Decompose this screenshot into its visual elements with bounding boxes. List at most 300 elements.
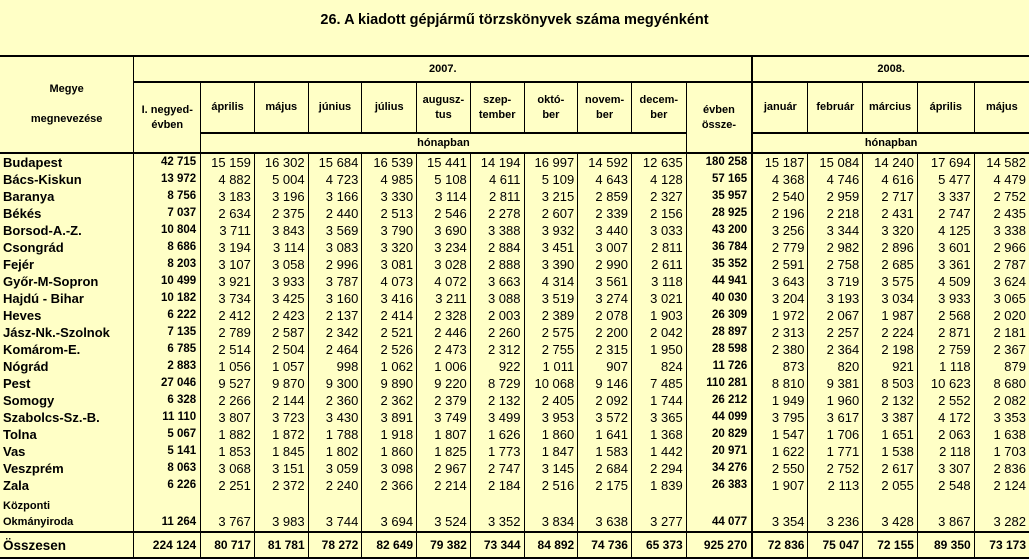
month-cell: 2 787 [974,256,1029,273]
month-cell: 3 519 [524,290,578,307]
month-cell: 2 996 [308,256,362,273]
total-cell: 73 173 [974,532,1029,558]
table-row [0,171,1029,188]
month-cell: 3 274 [578,290,632,307]
table-row [0,153,1029,171]
month-cell: 4 073 [362,273,417,290]
month-cell: 2 042 [631,324,686,341]
month-cell: 3 711 [201,222,255,239]
month-cell: 2 431 [863,205,918,222]
month-cell: 2 380 [771,342,805,357]
month-cell: 2 372 [254,477,308,494]
month-cell: 3 194 [201,239,255,256]
county-name: Veszprém [0,460,134,477]
month-cell: 4 509 [917,273,974,290]
month-cell: 2 504 [254,341,308,358]
month-cell: 4 125 [917,222,974,239]
month-cell: 3 795 [771,410,805,425]
county-name: Heves [0,307,134,324]
month-cell: 1 907 [771,478,805,493]
month-cell: 3 425 [254,290,308,307]
month-cell: 2 218 [808,205,863,222]
total-cell: 75 047 [808,532,863,558]
q1-cell: 5 067 [167,428,197,440]
month-cell: 4 479 [974,171,1029,188]
table-row [0,256,1029,273]
q1-cell: 27 046 [161,377,197,389]
month-cell: 3 211 [417,290,471,307]
month-cell: 3 891 [362,409,417,426]
total-cell: 80 717 [201,532,255,558]
month-cell: 2 257 [808,324,863,341]
month-cell: 3 428 [863,512,918,532]
month-cell: 3 690 [417,222,471,239]
month-cell: 3 749 [417,409,471,426]
month-cell: 1 744 [631,392,686,409]
month-cell: 2 990 [578,256,632,273]
county-name: Hajdú - Bihar [0,290,134,307]
table-row [0,273,1029,290]
month-cell: 2 003 [470,307,524,324]
month-cell: 3 166 [308,188,362,205]
q1-cell: 8 203 [167,258,197,270]
month-cell: 1 903 [631,307,686,324]
month-cell: 2 379 [417,392,471,409]
month-cell: 2 118 [917,443,974,460]
county-name: Csongrád [0,239,134,256]
month-cell: 1 972 [771,308,805,323]
month-cell: 2 526 [362,341,417,358]
county-name: Központi [0,494,134,512]
month-cell: 3 058 [254,256,308,273]
empty-cell [134,494,201,512]
month-cell: 1 845 [254,443,308,460]
month-cell: 3 151 [254,460,308,477]
county-name: Komárom-E. [0,341,134,358]
month-cell: 16 302 [254,153,308,171]
month-cell: 2 617 [863,460,918,477]
month-header-2007: július [362,82,417,133]
month-cell: 1 651 [863,426,918,443]
month-cell: 4 368 [771,172,805,187]
month-cell: 1 626 [470,426,524,443]
county-name: Baranya [0,188,134,205]
month-cell: 2 294 [631,460,686,477]
month-cell: 2 132 [863,392,918,409]
month-cell: 2 546 [417,205,471,222]
month-cell: 1 706 [808,426,863,443]
month-cell: 2 278 [470,205,524,222]
month-cell: 8 810 [771,376,805,391]
month-cell: 2 591 [771,257,805,272]
month-cell: 1 641 [578,426,632,443]
year-total-cell: 36 784 [686,239,752,256]
month-cell: 2 982 [808,239,863,256]
month-cell: 1 872 [254,426,308,443]
month-cell: 3 021 [631,290,686,307]
county-header: Megye megnevezése [0,56,134,153]
month-cell: 2 200 [578,324,632,341]
total-row [0,532,1029,558]
month-cell: 1 056 [201,358,255,375]
table-row [0,341,1029,358]
month-cell: 3 118 [631,273,686,290]
month-cell: 2 747 [470,460,524,477]
month-cell: 2 685 [863,256,918,273]
month-cell: 3 601 [917,239,974,256]
month-cell: 1 860 [362,443,417,460]
month-cell: 3 932 [524,222,578,239]
month-cell: 3 344 [808,222,863,239]
table-row [0,409,1029,426]
month-cell: 820 [808,358,863,375]
empty-cell [308,494,362,512]
year-total-cell: 20 971 [686,443,752,460]
year-total-cell: 28 598 [686,341,752,358]
month-header-2007: augusz- tus [417,82,471,133]
month-cell: 3 196 [254,188,308,205]
year-total-cell: 26 383 [686,477,752,494]
month-cell: 2 260 [470,324,524,341]
total-cell: 79 382 [417,532,471,558]
table-row [0,443,1029,460]
month-cell: 2 092 [578,392,632,409]
month-cell: 2 871 [917,324,974,341]
month-cell: 1 442 [631,443,686,460]
month-cell: 1 062 [362,358,417,375]
month-cell: 3 387 [863,409,918,426]
month-cell: 1 057 [254,358,308,375]
empty-cell [362,494,417,512]
month-cell: 17 694 [917,153,974,171]
month-cell: 2 966 [974,239,1029,256]
year-total-cell: 26 309 [686,307,752,324]
month-cell: 3 282 [974,512,1029,532]
empty-cell [417,494,471,512]
month-cell: 2 758 [808,256,863,273]
month-cell: 1 802 [308,443,362,460]
month-cell: 2 113 [808,477,863,494]
table-row [0,205,1029,222]
month-cell: 2 240 [308,477,362,494]
year-total-cell: 110 281 [686,375,752,392]
month-header-2007: októ- ber [524,82,578,133]
month-cell: 3 059 [308,460,362,477]
county-name: Békés [0,205,134,222]
month-cell: 873 [782,359,805,374]
q1-header: I. negyed- évben [134,82,201,153]
month-cell: 1 622 [771,444,805,459]
month-cell: 3 320 [362,239,417,256]
month-cell: 15 084 [808,153,863,171]
month-cell: 3 160 [308,290,362,307]
month-cell: 3 953 [524,409,578,426]
empty-cell [524,494,578,512]
month-cell: 9 146 [578,375,632,392]
month-cell: 1 118 [917,358,974,375]
month-cell: 1 949 [771,393,805,408]
month-cell: 2 132 [470,392,524,409]
month-header-2008: április [917,82,974,133]
county-name: Nógrád [0,358,134,375]
q1-cell: 10 499 [161,275,197,287]
month-cell: 3 451 [524,239,578,256]
month-cell: 2 896 [863,239,918,256]
month-cell: 4 746 [808,171,863,188]
county-name: Szabolcs-Sz.-B. [0,409,134,426]
month-cell: 4 172 [917,409,974,426]
month-cell: 2 078 [578,307,632,324]
registration-table [0,55,1029,559]
q1-cell: 11 264 [161,515,197,528]
month-cell: 2 779 [771,240,805,255]
month-cell: 2 067 [808,307,863,324]
year-2008-header: 2008. [752,56,1029,82]
month-cell: 2 251 [201,477,255,494]
month-cell: 3 098 [362,460,417,477]
empty-cell [863,494,918,512]
month-cell: 2 684 [578,460,632,477]
month-cell: 2 464 [308,341,362,358]
month-cell: 3 638 [578,512,632,532]
month-cell: 1 807 [417,426,471,443]
month-cell: 3 236 [808,512,863,532]
month-cell: 2 224 [863,324,918,341]
month-cell: 2 552 [917,392,974,409]
month-cell: 2 214 [417,477,471,494]
month-cell: 2 859 [578,188,632,205]
month-cell: 3 352 [470,512,524,532]
month-cell: 921 [863,358,918,375]
year-total-cell: 28 925 [686,205,752,222]
empty-cell [201,494,255,512]
month-cell: 9 381 [808,375,863,392]
month-cell: 2 752 [974,188,1029,205]
month-cell: 2 435 [974,205,1029,222]
month-cell: 3 694 [362,512,417,532]
total-cell: 72 836 [752,532,808,558]
empty-cell [808,494,863,512]
q1-cell: 42 715 [161,156,197,168]
month-header-2008: március [863,82,918,133]
month-cell: 2 759 [917,341,974,358]
month-cell: 3 365 [631,409,686,426]
month-cell: 3 663 [470,273,524,290]
month-cell: 3 719 [808,273,863,290]
year-total-cell: 34 276 [686,460,752,477]
month-cell: 2 364 [808,341,863,358]
year-total-header: évben össze- [686,82,752,153]
month-cell: 2 440 [308,205,362,222]
year-total-cell: 44 077 [686,512,752,532]
month-cell: 824 [631,358,686,375]
month-cell: 2 362 [362,392,417,409]
month-cell: 2 366 [362,477,417,494]
year-total-cell: 26 212 [686,392,752,409]
month-header-2008: január [752,82,808,133]
county-name: Vas [0,443,134,460]
month-cell: 3 338 [974,222,1029,239]
table-row [0,290,1029,307]
month-cell: 3 354 [771,514,805,529]
q1-cell: 7 135 [167,326,197,338]
month-cell: 3 933 [254,273,308,290]
month-cell: 2 587 [254,324,308,341]
month-cell: 3 183 [201,188,255,205]
month-cell: 2 611 [631,256,686,273]
q1-cell: 8 756 [167,190,197,202]
month-cell: 4 616 [863,171,918,188]
table-row [0,375,1029,392]
month-cell: 1 773 [470,443,524,460]
month-cell: 4 643 [578,171,632,188]
month-cell: 9 300 [308,375,362,392]
month-cell: 3 921 [201,273,255,290]
total-cell: 84 892 [524,532,578,558]
month-header-2007: május [254,82,308,133]
empty-cell [470,494,524,512]
month-cell: 4 611 [470,171,524,188]
month-cell: 3 807 [201,409,255,426]
month-cell: 2 313 [771,325,805,340]
month-cell: 5 109 [524,171,578,188]
month-cell: 2 198 [863,341,918,358]
total-cell: 74 736 [578,532,632,558]
month-cell: 2 811 [470,188,524,205]
empty-cell [578,494,632,512]
month-cell: 1 538 [863,443,918,460]
month-cell: 3 215 [524,188,578,205]
month-cell: 9 527 [201,375,255,392]
month-cell: 1 950 [631,341,686,358]
table-row [0,239,1029,256]
month-cell: 2 575 [524,324,578,341]
empty-cell [917,494,974,512]
month-cell: 2 375 [254,205,308,222]
month-cell: 3 193 [808,290,863,307]
table-title: 26. A kiadott gépjármű törzskönyvek száma megyénként [320,12,709,28]
total-label: Összesen [0,532,134,558]
month-cell: 3 234 [417,239,471,256]
month-header-2007: decem- ber [631,82,686,133]
year-total-cell: 35 352 [686,256,752,273]
month-cell: 2 055 [863,477,918,494]
total-cell: 81 781 [254,532,308,558]
empty-cell [686,494,752,512]
q1-cell: 5 141 [167,445,197,457]
month-cell: 2 327 [631,188,686,205]
month-cell: 3 320 [863,222,918,239]
month-cell: 3 033 [631,222,686,239]
county-name: Fejér [0,256,134,273]
county-name: Győr-M-Sopron [0,273,134,290]
month-cell: 16 997 [524,153,578,171]
month-cell: 2 175 [578,477,632,494]
month-cell: 2 446 [417,324,471,341]
month-cell: 2 514 [201,341,255,358]
month-cell: 3 430 [308,409,362,426]
county-name: Pest [0,375,134,392]
month-cell: 2 144 [254,392,308,409]
month-cell: 7 485 [631,375,686,392]
month-cell: 4 072 [417,273,471,290]
month-cell: 3 028 [417,256,471,273]
q1-cell: 7 037 [167,207,197,219]
month-cell: 2 516 [524,477,578,494]
month-cell: 4 882 [201,171,255,188]
month-cell: 5 477 [917,171,974,188]
total-cell: 78 272 [308,532,362,558]
table-row [0,222,1029,239]
month-cell: 2 156 [631,205,686,222]
county-name: Tolna [0,426,134,443]
month-cell: 1 918 [362,426,417,443]
q1-cell: 8 063 [167,462,197,474]
month-cell: 1 825 [417,443,471,460]
q1-cell: 6 226 [167,479,197,491]
county-name: Budapest [0,153,134,171]
q1-cell: 6 328 [167,394,197,406]
month-cell: 3 330 [362,188,417,205]
month-cell: 1 638 [974,426,1029,443]
month-cell: 2 967 [417,460,471,477]
table-row [0,426,1029,443]
month-cell: 2 789 [201,324,255,341]
month-cell: 3 204 [771,291,805,306]
table-row [0,477,1029,494]
total-cell: 82 649 [362,532,417,558]
month-cell: 2 266 [201,392,255,409]
month-cell: 3 624 [974,273,1029,290]
month-cell: 3 734 [201,290,255,307]
year-total-cell: 20 829 [686,426,752,443]
month-cell: 2 752 [808,460,863,477]
q1-cell: 6 222 [167,309,197,321]
month-cell: 2 836 [974,460,1029,477]
table-body [0,153,1029,558]
month-header-2008: május [974,82,1029,133]
month-cell: 2 389 [524,307,578,324]
month-cell: 3 107 [201,256,255,273]
month-cell: 2 521 [362,324,417,341]
empty-cell [254,494,308,512]
table-row [0,512,1029,532]
month-cell: 2 196 [771,206,805,221]
month-cell: 2 550 [771,461,805,476]
month-cell: 14 582 [974,153,1029,171]
month-cell: 8 729 [470,375,524,392]
month-cell: 3 499 [470,409,524,426]
year-total-cell: 11 726 [686,358,752,375]
month-cell: 2 020 [974,307,1029,324]
month-cell: 3 390 [524,256,578,273]
month-cell: 998 [308,358,362,375]
month-cell: 2 414 [362,307,417,324]
month-cell: 2 181 [974,324,1029,341]
month-cell: 3 114 [254,239,308,256]
year-total-cell: 43 200 [686,222,752,239]
month-cell: 3 767 [201,512,255,532]
month-cell: 14 240 [863,153,918,171]
month-cell: 4 128 [631,171,686,188]
month-cell: 3 007 [578,239,632,256]
year-total-cell: 180 258 [686,153,752,171]
month-cell: 3 388 [470,222,524,239]
month-cell: 2 367 [974,341,1029,358]
month-cell: 3 834 [524,512,578,532]
month-cell: 3 277 [631,512,686,532]
total-cell: 224 124 [134,532,201,558]
